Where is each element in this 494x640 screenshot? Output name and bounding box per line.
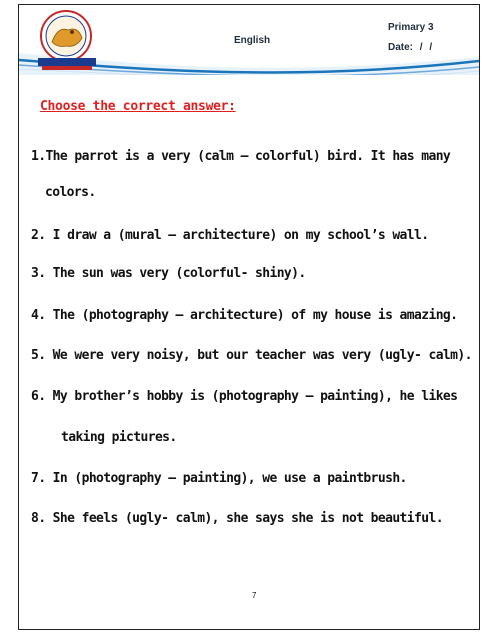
- school-logo: [28, 8, 106, 76]
- question-8: 8. She feels (ugly- calm), she says she is not beautiful.: [31, 511, 443, 526]
- question-7: 7. In (photography – painting), we use a paintbrush.: [31, 471, 407, 486]
- question-1-line-1: 1.The parrot is a very (calm – colorful) bird. It has many: [31, 149, 451, 164]
- question-3: 3. The sun was very (colorful- shiny).: [31, 266, 306, 281]
- question-2: 2. I draw a (mural – architecture) on my school’s wall.: [31, 228, 429, 243]
- question-6-line-1: 6. My brother’s hobby is (photography – painting), he likes: [31, 389, 458, 404]
- page-number: 7: [252, 591, 257, 600]
- instruction-heading: Choose the correct answer:: [40, 99, 236, 114]
- subject-label: English: [234, 35, 271, 46]
- question-5: 5. We were very noisy, but our teacher was very (ugly- calm).: [31, 348, 472, 363]
- question-1-line-2: colors.: [45, 185, 96, 200]
- date-field[interactable]: Date: / /: [388, 42, 433, 53]
- question-6-line-2: taking pictures.: [61, 430, 177, 445]
- question-4: 4. The (photography – architecture) of my house is amazing.: [31, 308, 458, 323]
- grade-label: Primary 3: [388, 22, 434, 33]
